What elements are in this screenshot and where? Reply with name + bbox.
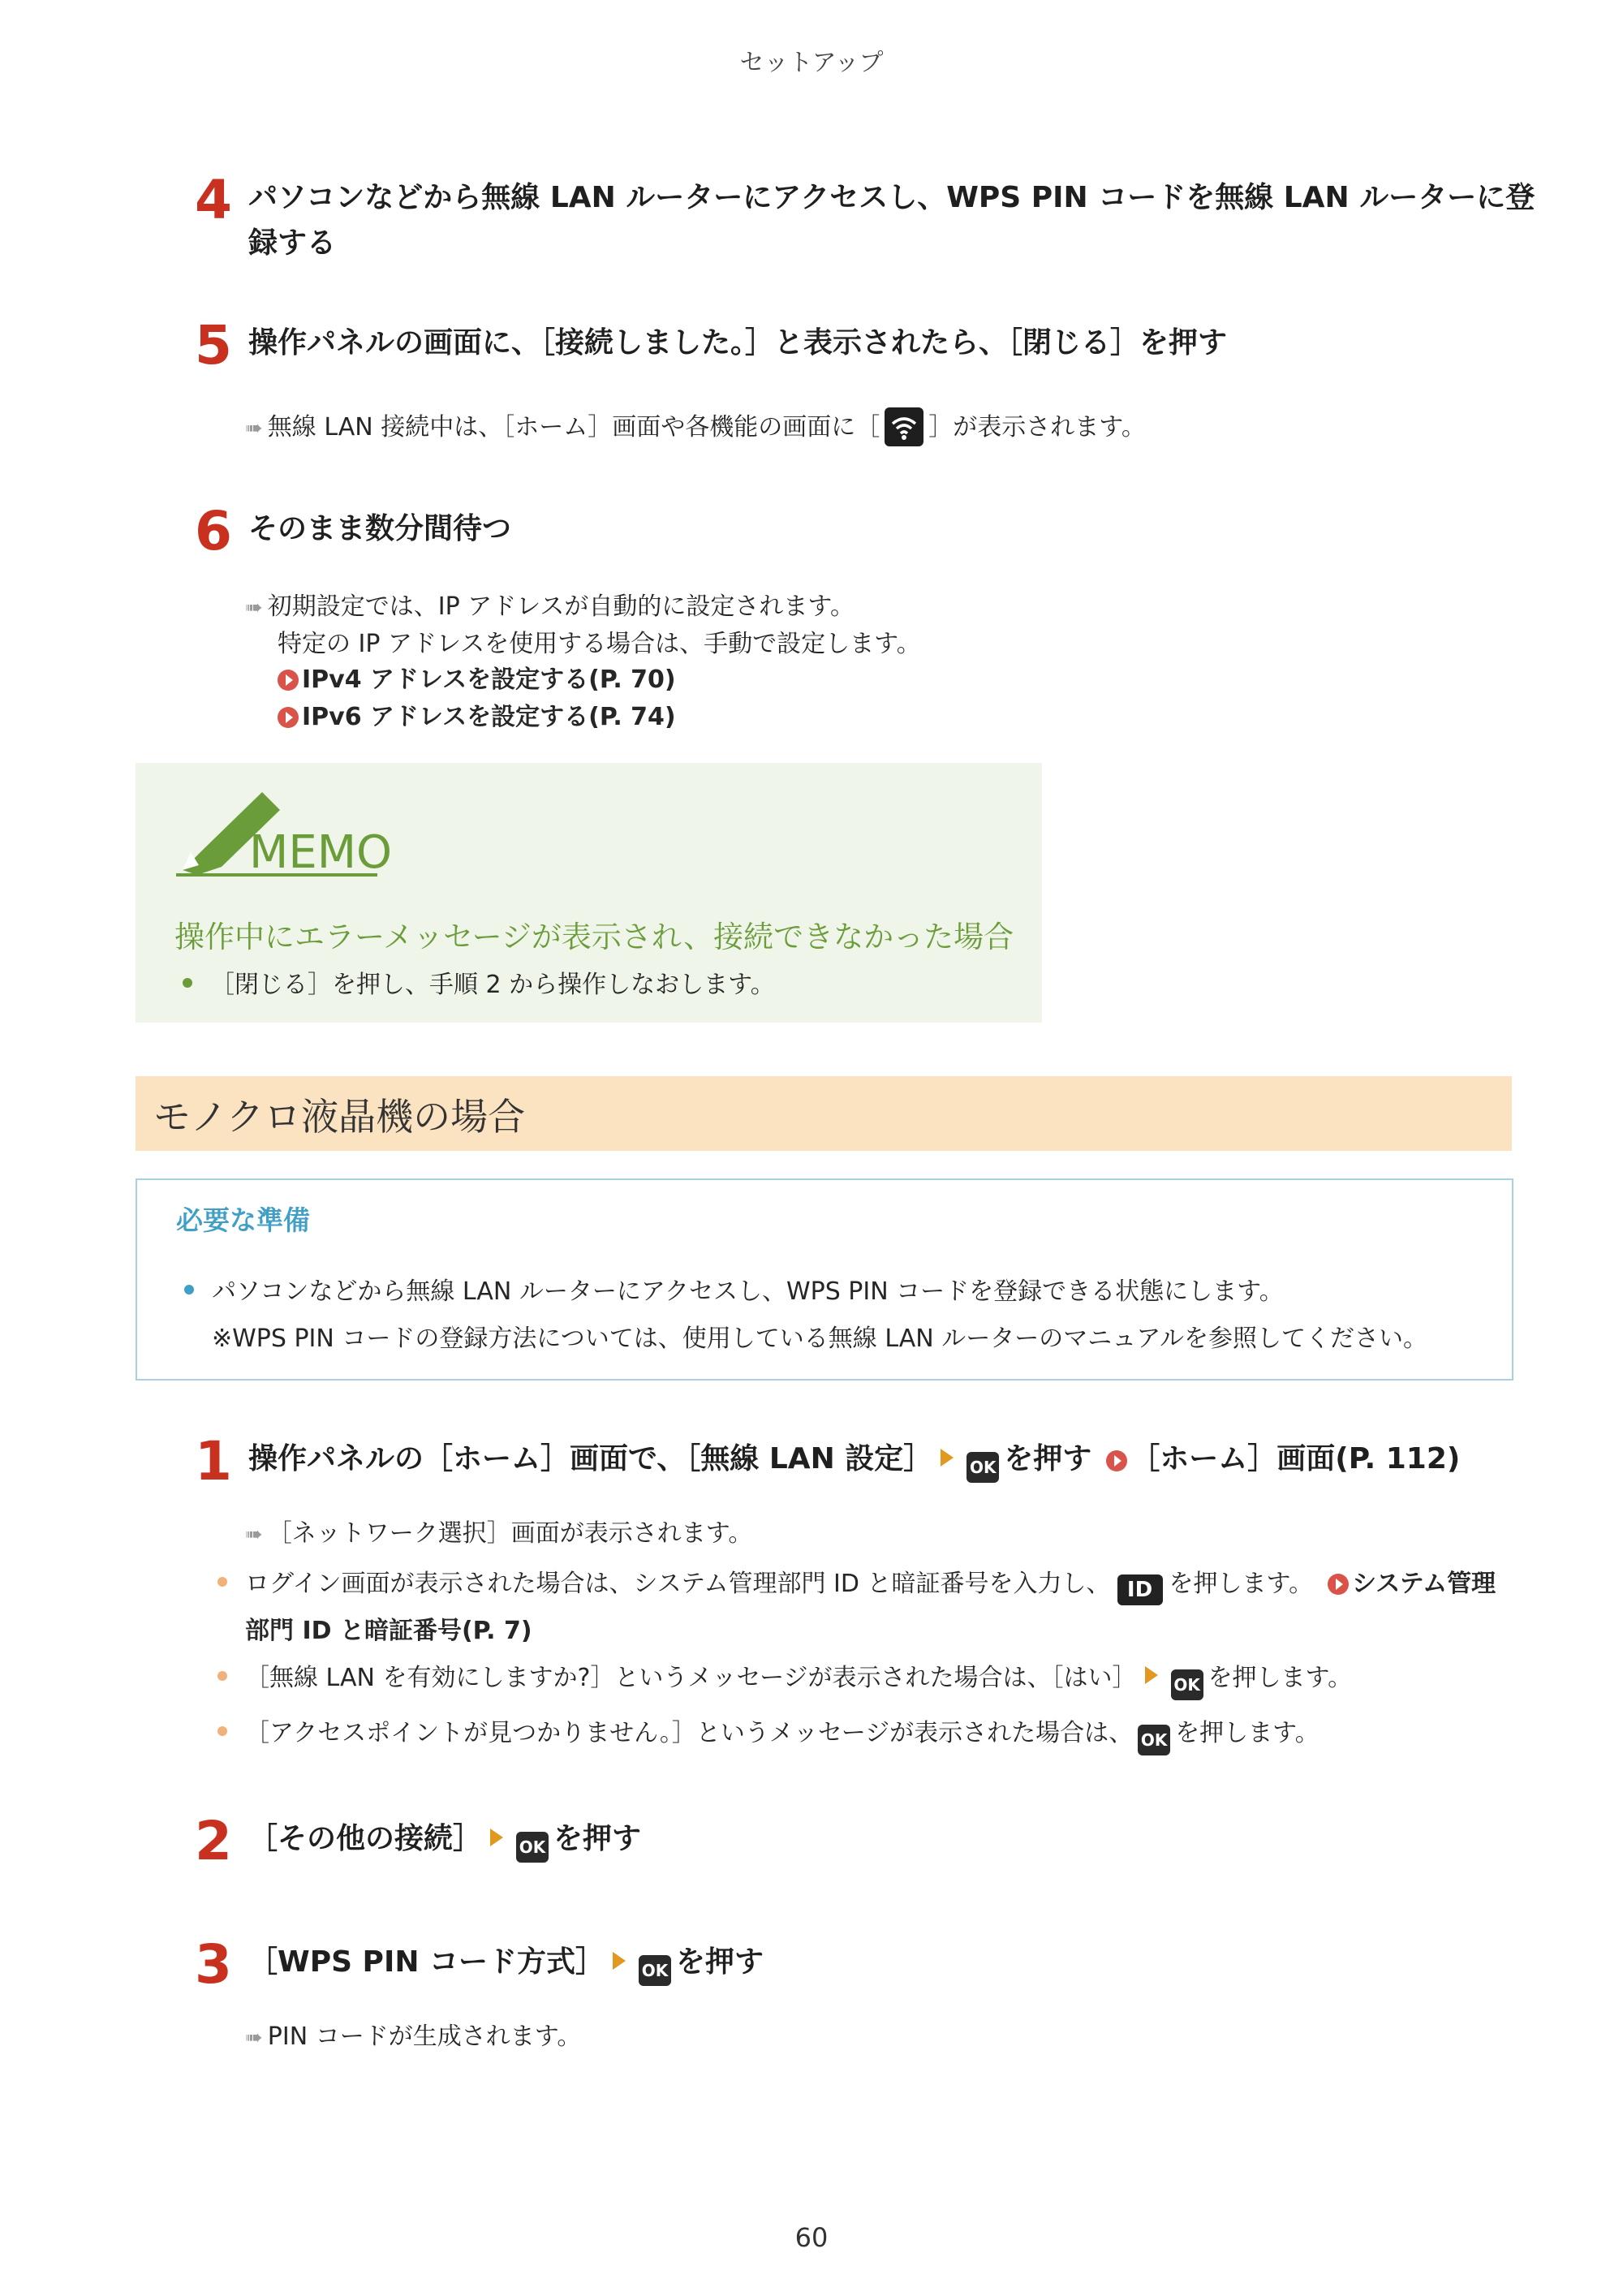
step-title [248, 1940, 764, 1986]
note-text: を押します。 [1169, 1570, 1314, 1598]
step-title-text: を押す [553, 1822, 642, 1855]
result-arrow-icon: ➠ [245, 596, 263, 620]
memo-item-text: ［閉じる］を押し、手順 2 から操作しなおします。 [210, 971, 775, 999]
running-header: セットアップ [739, 49, 884, 77]
step-number: 5 [195, 314, 232, 377]
step-number: 4 [195, 169, 232, 231]
result-text: ［ネットワーク選択］画面が表示されます。 [267, 1519, 753, 1548]
bullet-icon [217, 1577, 227, 1587]
ok-button-icon: OK [1138, 1725, 1170, 1755]
note-item [217, 1662, 1352, 1700]
step-title-text: ［その他の接続］ [248, 1822, 483, 1855]
step-number: 2 [195, 1810, 232, 1872]
arrow-right-icon [1145, 1666, 1158, 1684]
arrow-right-icon [613, 1952, 626, 1970]
step-title-text: ［WPS PIN コード方式］ [248, 1945, 605, 1979]
note-text: ［無線 LAN を有効にしますか?］というメッセージが表示された場合は、［はい］ [245, 1664, 1137, 1692]
step-result [245, 1518, 752, 1551]
result-arrow-icon: ➠ [245, 1523, 263, 1547]
link-system-manager[interactable]: システム管理 [1352, 1570, 1496, 1598]
step-number: 1 [195, 1430, 232, 1493]
ok-button-icon: OK [516, 1832, 549, 1863]
step-result [245, 591, 855, 624]
link-arrow-icon [278, 670, 299, 691]
step-number: 3 [195, 1933, 232, 1996]
note-text: を押します。 [1208, 1664, 1353, 1692]
result-text: 初期設定では、IP アドレスが自動的に設定されます。 [267, 592, 855, 621]
memo-title: 操作中にエラーメッセージが表示され、接続できなかった場合 [174, 920, 1014, 954]
bullet-icon [183, 978, 192, 988]
arrow-right-icon [941, 1449, 954, 1467]
ok-button-icon: OK [639, 1955, 671, 1986]
id-button-icon: ID [1117, 1574, 1163, 1605]
memo-label: MEMO [249, 826, 393, 879]
result-text: PIN コードが生成されます。 [267, 2022, 582, 2051]
link-text[interactable]: IPv6 アドレスを設定する(P. 74) [302, 703, 676, 731]
note-text: ログイン画面が表示された場合は、システム管理部門 ID と暗証番号を入力し、 [245, 1570, 1111, 1598]
step-result [245, 407, 1146, 446]
memo-item [183, 964, 775, 1000]
section-heading [136, 1076, 1512, 1151]
result-text: 特定の IP アドレスを使用する場合は、手動で設定します。 [278, 630, 921, 658]
ok-button-icon: OK [1171, 1669, 1203, 1700]
link-home-screen[interactable]: ［ホーム］画面(P. 112) [1130, 1442, 1461, 1475]
link-text[interactable]: IPv4 アドレスを設定する(P. 70) [302, 666, 676, 694]
result-text: 無線 LAN 接続中は、［ホーム］画面や各機能の画面に［ [267, 413, 880, 442]
step-title: 操作パネルの画面に、［接続しました。］と表示されたら、［閉じる］を押す [248, 326, 1228, 360]
step-title [248, 1816, 641, 1863]
link-arrow-icon [1106, 1450, 1127, 1471]
link-ipv6[interactable] [278, 701, 676, 734]
link-ipv4[interactable] [278, 664, 676, 696]
note-text: を押します。 [1175, 1719, 1319, 1747]
prerequisite-item [184, 1271, 1284, 1307]
step-title-text: を押す [1004, 1442, 1092, 1475]
wifi-icon [885, 407, 923, 446]
section-title: モノクロ液晶機の場合 [153, 1095, 526, 1139]
page-number: 60 [794, 2222, 829, 2253]
step-title-line: 録する [248, 226, 337, 260]
link-arrow-icon [1328, 1574, 1349, 1595]
step-title-text: を押す [676, 1945, 764, 1979]
note-item [217, 1717, 1319, 1755]
prerequisite-title: 必要な準備 [176, 1204, 310, 1236]
step-title-text: 操作パネルの［ホーム］画面で、［無線 LAN 設定］ [248, 1442, 933, 1475]
memo-box [136, 763, 1042, 1023]
ok-button-icon: OK [966, 1452, 999, 1483]
step-title [248, 175, 1535, 266]
link-system-manager-cont[interactable]: 部門 ID と暗証番号(P. 7) [245, 1617, 532, 1645]
result-arrow-icon: ➠ [245, 2026, 263, 2050]
bullet-icon [217, 1726, 227, 1736]
step-title-line: パソコンなどから無線 LAN ルーターにアクセスし、WPS PIN コードを無線 LAN ルーターに登 [248, 181, 1535, 214]
note-text: ［アクセスポイントが見つかりません。］というメッセージが表示された場合は、 [245, 1719, 1134, 1747]
result-text: ］が表示されます。 [928, 413, 1146, 442]
prerequisite-box [136, 1178, 1513, 1381]
step-title [248, 1437, 1460, 1483]
bullet-icon [184, 1285, 194, 1294]
bullet-icon [217, 1671, 227, 1681]
result-arrow-icon: ➠ [245, 416, 263, 441]
prerequisite-item-text: パソコンなどから無線 LAN ルーターにアクセスし、WPS PIN コードを登録できる状態にします。 [212, 1277, 1284, 1306]
step-title: そのまま数分間待つ [248, 512, 512, 545]
prerequisite-note: ※WPS PIN コードの登録方法については、使用している無線 LAN ルーターのマニュアルを参照してください。 [212, 1325, 1428, 1353]
link-arrow-icon [278, 707, 299, 728]
note-item [217, 1568, 1496, 1605]
step-result [245, 2021, 581, 2054]
arrow-right-icon [490, 1829, 503, 1846]
step-number: 6 [195, 500, 232, 562]
